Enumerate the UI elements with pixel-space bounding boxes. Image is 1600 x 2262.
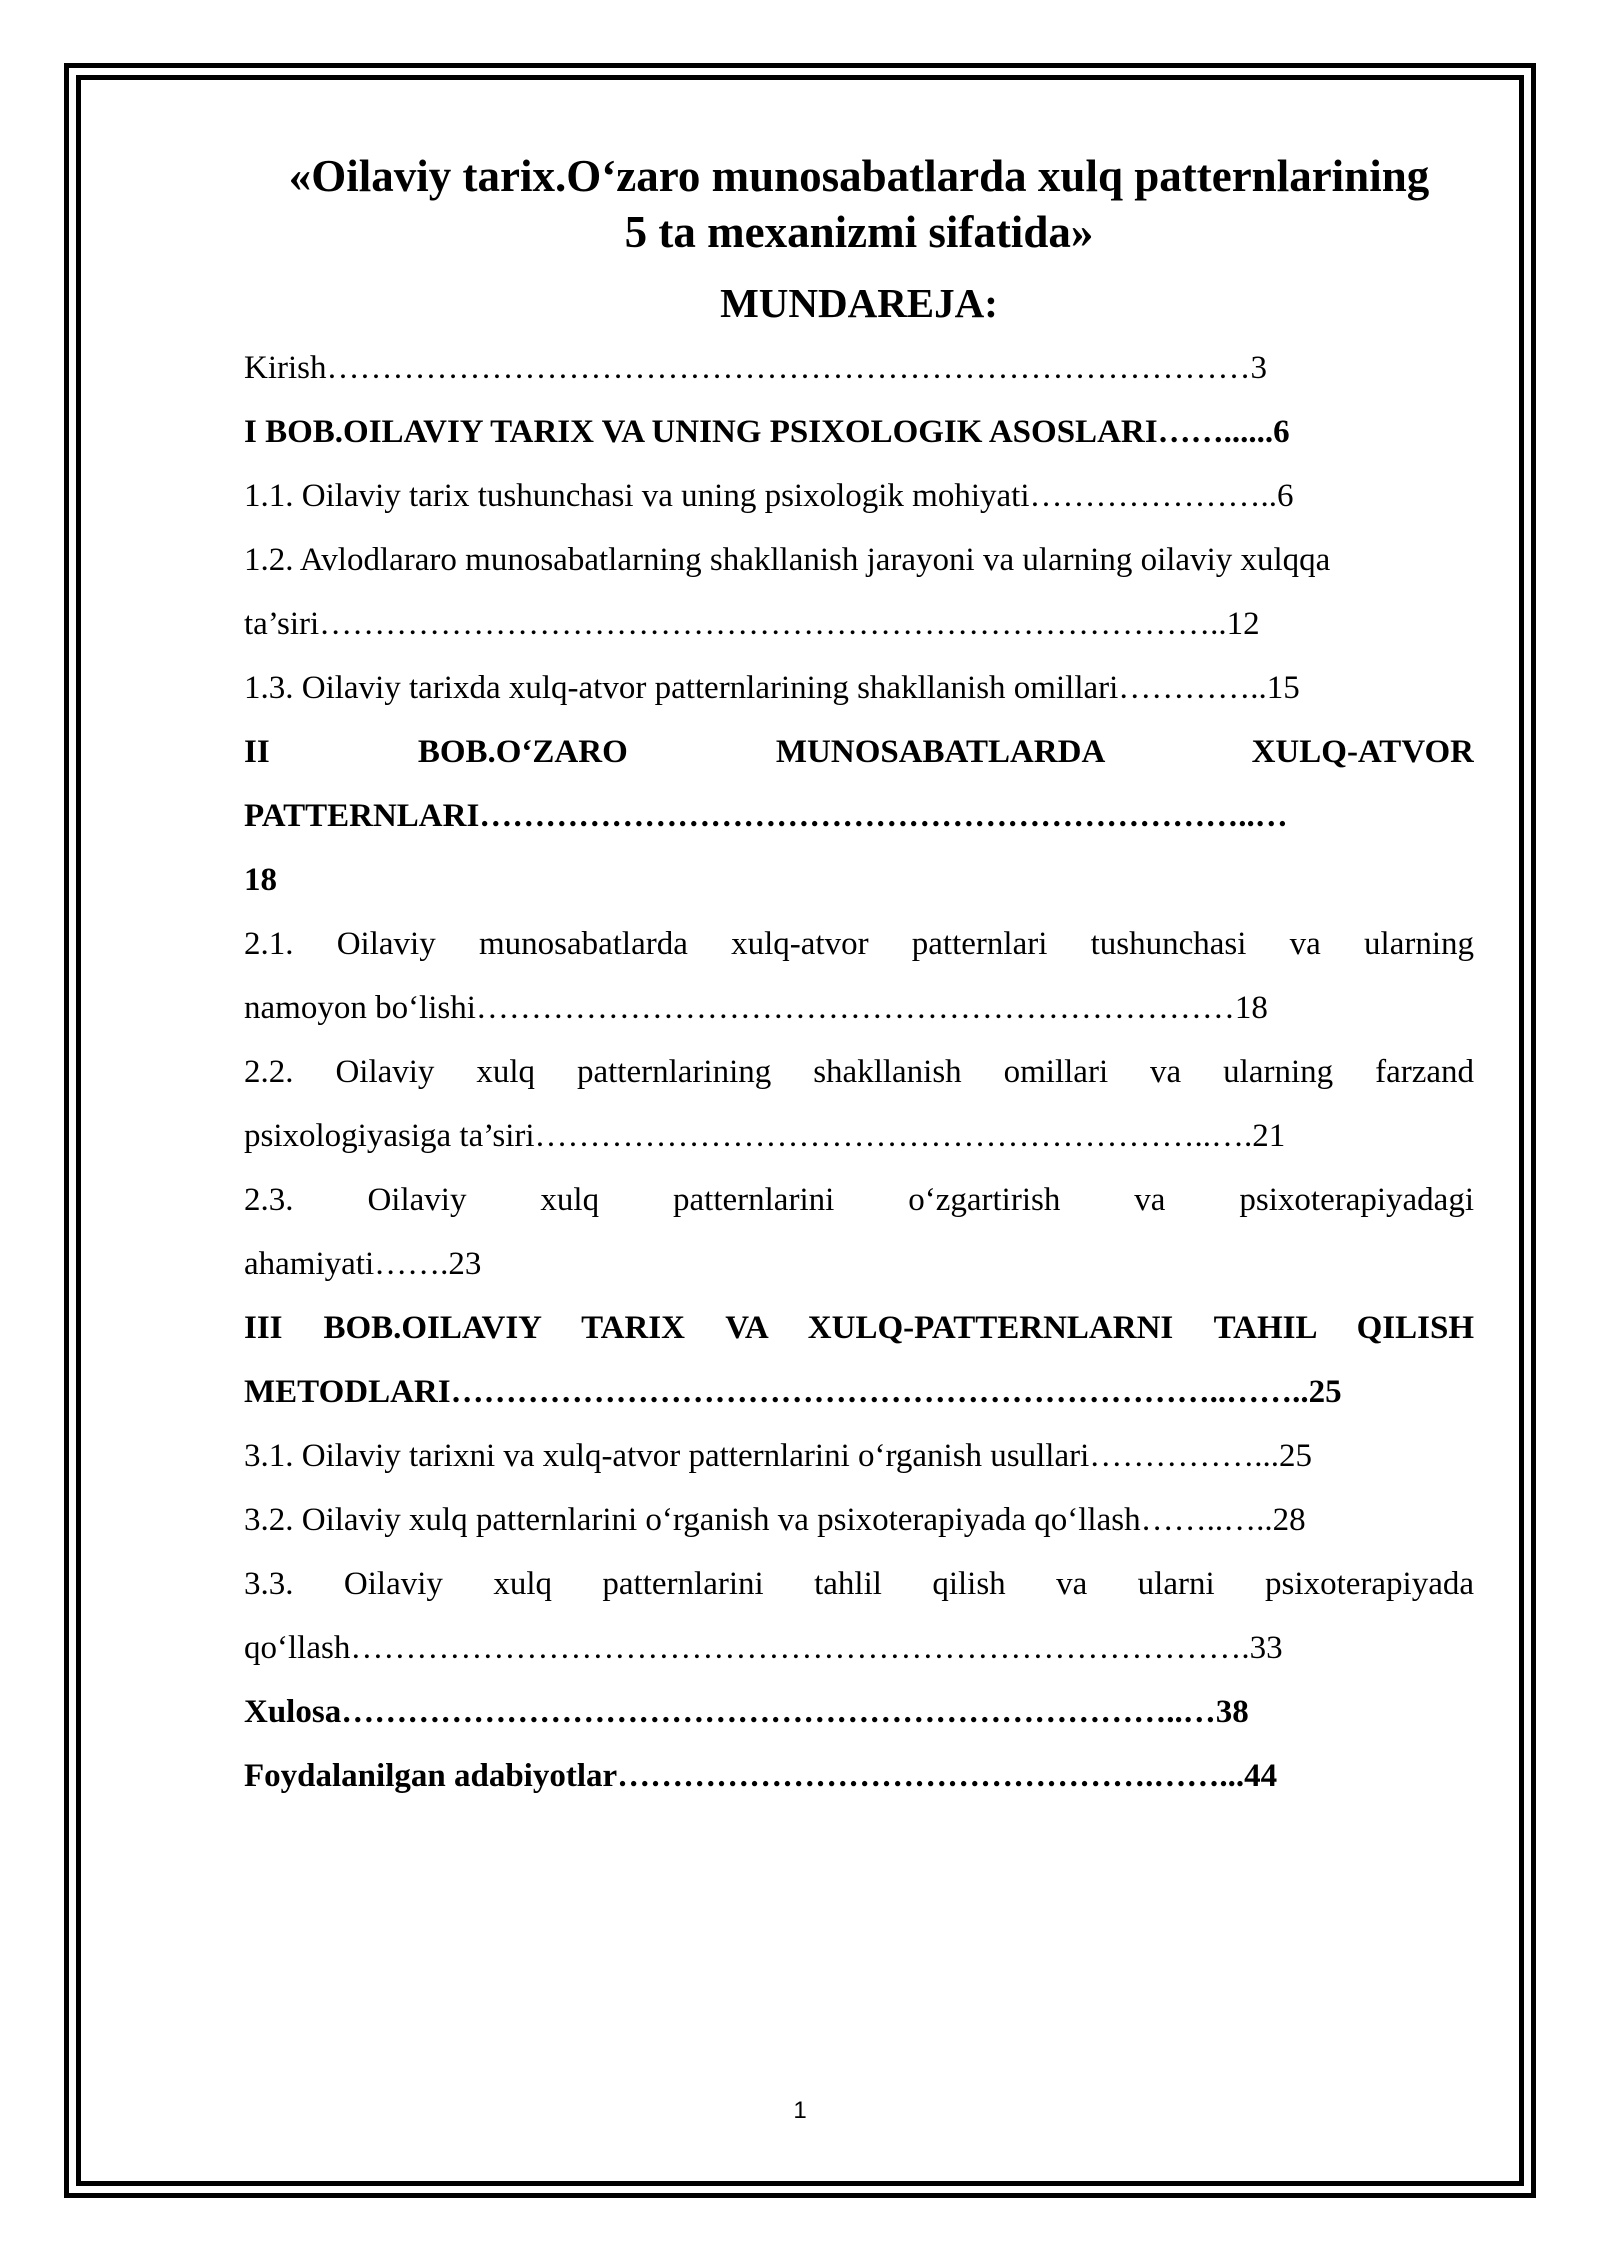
document-body xyxy=(244,148,1474,1808)
toc-entry-adabiyotlar: Foydalanilgan adabiyotlar………………………………………….……...44 xyxy=(244,1758,1278,1794)
table-of-contents xyxy=(244,336,1474,1808)
toc-entry-chapter-2-page: 18 xyxy=(244,862,277,898)
document-title-line-2: 5 ta mexanizmi sifatida» xyxy=(624,207,1094,257)
toc-entry-chapter-2-cont: PATTERNLARI……………………………………………………………..… xyxy=(244,798,1288,834)
toc-entry-2-2-cont: psixologiyasiga ta’siri……………………………………………………..….21 xyxy=(244,1118,1286,1154)
toc-entry-1-2: 1.2. Avlodlararo munosabatlarning shakllanish jarayoni va ularning oilaviy xulqqa xyxy=(244,542,1331,578)
toc-entry-chapter-3-cont: METODLARI……………………………………………………………..……..25 xyxy=(244,1374,1342,1410)
toc-entry-chapter-1: I BOB.OILAVIY TARIX VA UNING PSIXOLOGIK ASOSLARI……......6 xyxy=(244,414,1290,450)
document-title-line-1: «Oilaviy tarix.O‘zaro munosabatlarda xulq patternlarining xyxy=(288,151,1430,201)
toc-entry-1-3: 1.3. Oilaviy tarixda xulq-atvor patternlarining shakllanish omillari…………..15 xyxy=(244,670,1300,706)
toc-entry-2-1: 2.1. Oilaviy munosabatlarda xulq-atvor patternlari tushunchasi va ularning xyxy=(244,926,1474,962)
toc-entry-2-1-cont: namoyon bo‘lishi……………………………………………………………18 xyxy=(244,990,1268,1026)
toc-entry-3-3-cont: qo‘llash……………………………………………………………………….33 xyxy=(244,1630,1283,1666)
toc-entry-chapter-2: II BOB.O‘ZARO MUNOSABATLARDA XULQ-ATVOR xyxy=(244,734,1474,770)
toc-entry-3-2: 3.2. Oilaviy xulq patternlarini o‘rganish va psixoterapiyada qo‘llash……..…..28 xyxy=(244,1502,1306,1538)
toc-entry-3-1: 3.1. Oilaviy tarixni va xulq-atvor patternlarini o‘rganish usullari……………...25 xyxy=(244,1438,1313,1474)
toc-entry-kirish: Kirish…………………………………………………………………………3 xyxy=(244,350,1267,386)
toc-entry-2-3: 2.3. Oilaviy xulq patternlarini o‘zgartirish va psixoterapiyadagi xyxy=(244,1182,1474,1218)
toc-entry-1-2-cont: ta’siri………………………………………………………………………..12 xyxy=(244,606,1260,642)
document-title xyxy=(244,148,1474,260)
toc-entry-2-3-cont: ahamiyati…….23 xyxy=(244,1246,482,1282)
toc-entry-chapter-3: III BOB.OILAVIY TARIX VA XULQ-PATTERNLARNI TAHIL QILISH xyxy=(244,1310,1474,1346)
toc-entry-2-2: 2.2. Oilaviy xulq patternlarining shakllanish omillari va ularning farzand xyxy=(244,1054,1474,1090)
toc-entry-3-3: 3.3. Oilaviy xulq patternlarini tahlil qilish va ularni psixoterapiyada xyxy=(244,1566,1474,1602)
toc-heading: MUNDAREJA: xyxy=(720,280,998,326)
toc-entry-xulosa: Xulosa…………………………………………………………………..…38 xyxy=(244,1694,1249,1730)
toc-entry-1-1: 1.1. Oilaviy tarix tushunchasi va uning psixologik mohiyati…………………..6 xyxy=(244,478,1294,514)
page-number: 1 xyxy=(793,2097,807,2124)
